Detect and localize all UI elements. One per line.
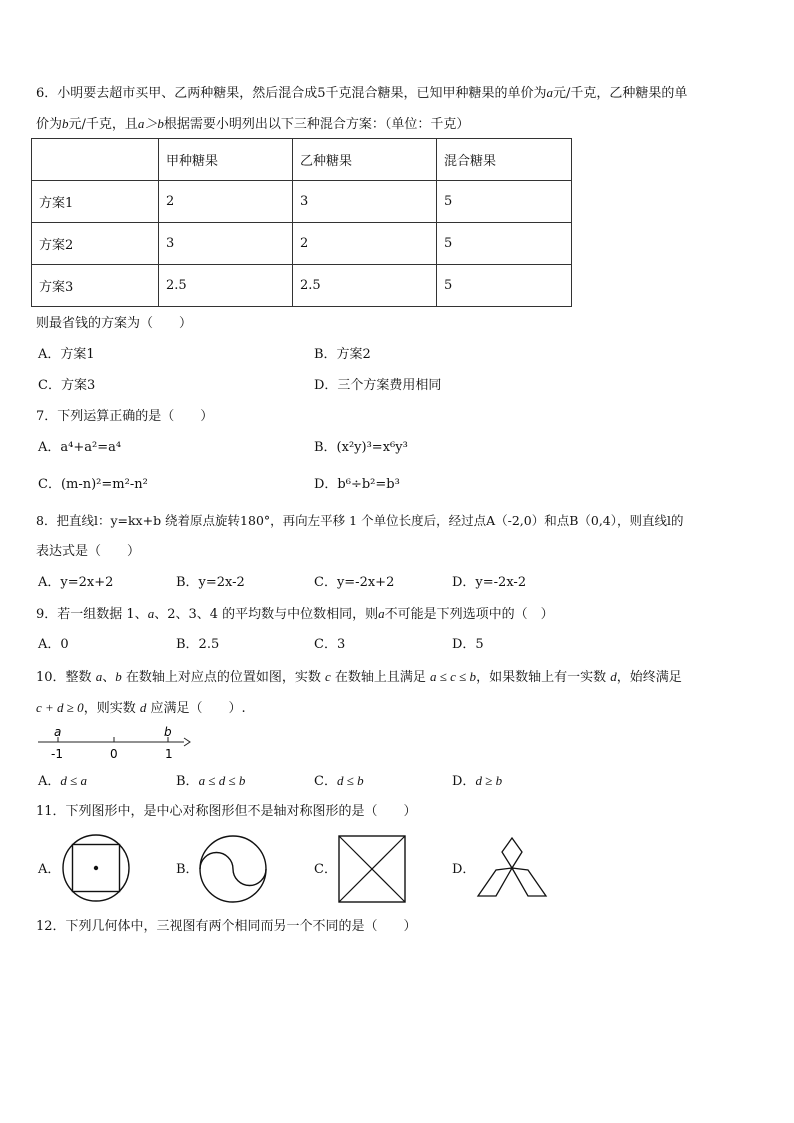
table-cell: 3 xyxy=(159,223,293,265)
tick-label: 0 xyxy=(110,747,118,761)
circle-square-dot-figure[interactable] xyxy=(60,832,132,904)
q8-option-c[interactable]: C．y=-2x+2 xyxy=(314,575,395,590)
yin-yang-curve-figure[interactable] xyxy=(197,833,269,905)
q7-option-a[interactable]: A．a⁴+a²=a⁴ xyxy=(38,440,122,455)
q6-option-a[interactable]: A．方案1 xyxy=(38,347,95,362)
q6-stem-line1: 6．小明要去超市买甲、乙两种糖果，然后混合成5千克混合糖果，已知甲种糖果的单价为a元/千克，乙种糖果的单 xyxy=(36,85,688,101)
q6-stem-line2: 价为b元/千克，且a＞b根据需要小明列出以下三种混合方案：（单位：千克） xyxy=(36,116,470,132)
q11-stem: 11．下列图形中，是中心对称图形但不是轴对称图形的是（ ） xyxy=(36,804,417,819)
table-cell: 2.5 xyxy=(159,265,293,307)
q7-stem: 7．下列运算正确的是（ ） xyxy=(36,409,214,424)
q8-option-a[interactable]: A．y=2x+2 xyxy=(38,575,114,590)
q9-option-a[interactable]: A．0 xyxy=(38,637,69,652)
table-row xyxy=(32,265,572,307)
table-cell: 方案2 xyxy=(32,223,159,265)
q6-option-b[interactable]: B．方案2 xyxy=(314,347,371,362)
table-cell: 甲种糖果 xyxy=(159,139,293,181)
q12-stem: 12．下列几何体中，三视图有两个相同而另一个不同的是（ ） xyxy=(36,919,417,934)
number-line-figure xyxy=(34,722,194,762)
table-cell: 方案3 xyxy=(32,265,159,307)
q10-option-b[interactable]: B．a ≤ d ≤ b xyxy=(176,773,246,789)
q11-option-d-label[interactable]: D． xyxy=(452,862,476,877)
point-label-b: b xyxy=(164,725,172,739)
q10-stem-line1: 10．整数 a、b 在数轴上对应点的位置如图，实数 c 在数轴上且满足 a ≤ c ≤ b，如果数轴上有一实数 d，始终满足 xyxy=(36,669,682,685)
point-label-a: a xyxy=(54,725,62,739)
q7-option-b[interactable]: B．(x²y)³=x⁶y³ xyxy=(314,440,408,455)
q6-option-c[interactable]: C．方案3 xyxy=(38,378,96,393)
q10-option-a[interactable]: A．d ≤ a xyxy=(38,773,88,789)
q10-option-d[interactable]: D．d ≥ b xyxy=(452,773,503,789)
tick-label: -1 xyxy=(51,747,63,761)
axis-arrow-icon xyxy=(184,738,190,746)
square-diagonals-figure[interactable] xyxy=(337,834,407,904)
q11-option-b-label[interactable]: B． xyxy=(176,862,199,877)
q9-option-b[interactable]: B．2.5 xyxy=(176,637,220,652)
q7-option-c[interactable]: C．(m-n)²=m²-n² xyxy=(38,477,148,492)
q8-stem-line1: 8．把直线l：y=kx+b 绕着原点旋转180°，再向左平移 1 个单位长度后，经过点A（-2,0）和点B（0,4），则直线l的 xyxy=(36,513,684,528)
table-header-row xyxy=(32,139,572,181)
table-cell: 2.5 xyxy=(293,265,437,307)
q7-option-d[interactable]: D．b⁶÷b²=b³ xyxy=(314,477,400,492)
q9-option-d[interactable]: D．5 xyxy=(452,637,484,652)
q6-question: 则最省钱的方案为（ ） xyxy=(36,316,193,331)
q8-option-b[interactable]: B．y=2x-2 xyxy=(176,575,245,590)
q6-plan-table xyxy=(31,138,572,307)
table-cell: 混合糖果 xyxy=(437,139,572,181)
q11-option-a-label[interactable]: A． xyxy=(38,862,61,877)
q9-stem: 9．若一组数据 1、a、2、3、4 的平均数与中位数相同，则a不可能是下列选项中的（ ） xyxy=(36,606,554,622)
q10-stem-line2: c + d ≥ 0，则实数 d 应满足（ ）. xyxy=(36,700,246,716)
q8-option-d[interactable]: D．y=-2x-2 xyxy=(452,575,527,590)
q8-stem-line2: 表达式是（ ） xyxy=(36,544,141,559)
table-cell: 2 xyxy=(293,223,437,265)
table-cell: 5 xyxy=(437,181,572,223)
table-cell: 5 xyxy=(437,223,572,265)
q10-option-c[interactable]: C．d ≤ b xyxy=(314,773,364,789)
table-cell: 5 xyxy=(437,265,572,307)
q11-option-c-label[interactable]: C． xyxy=(314,862,337,877)
three-rhombus-figure[interactable] xyxy=(474,836,550,900)
table-cell xyxy=(32,139,159,181)
table-row xyxy=(32,181,572,223)
table-row xyxy=(32,223,572,265)
table-cell: 乙种糖果 xyxy=(293,139,437,181)
table-cell: 2 xyxy=(159,181,293,223)
tick-label: 1 xyxy=(165,747,173,761)
q6-option-d[interactable]: D．三个方案费用相同 xyxy=(314,378,442,393)
table-cell: 方案1 xyxy=(32,181,159,223)
table-cell: 3 xyxy=(293,181,437,223)
q9-option-c[interactable]: C．3 xyxy=(314,637,346,652)
